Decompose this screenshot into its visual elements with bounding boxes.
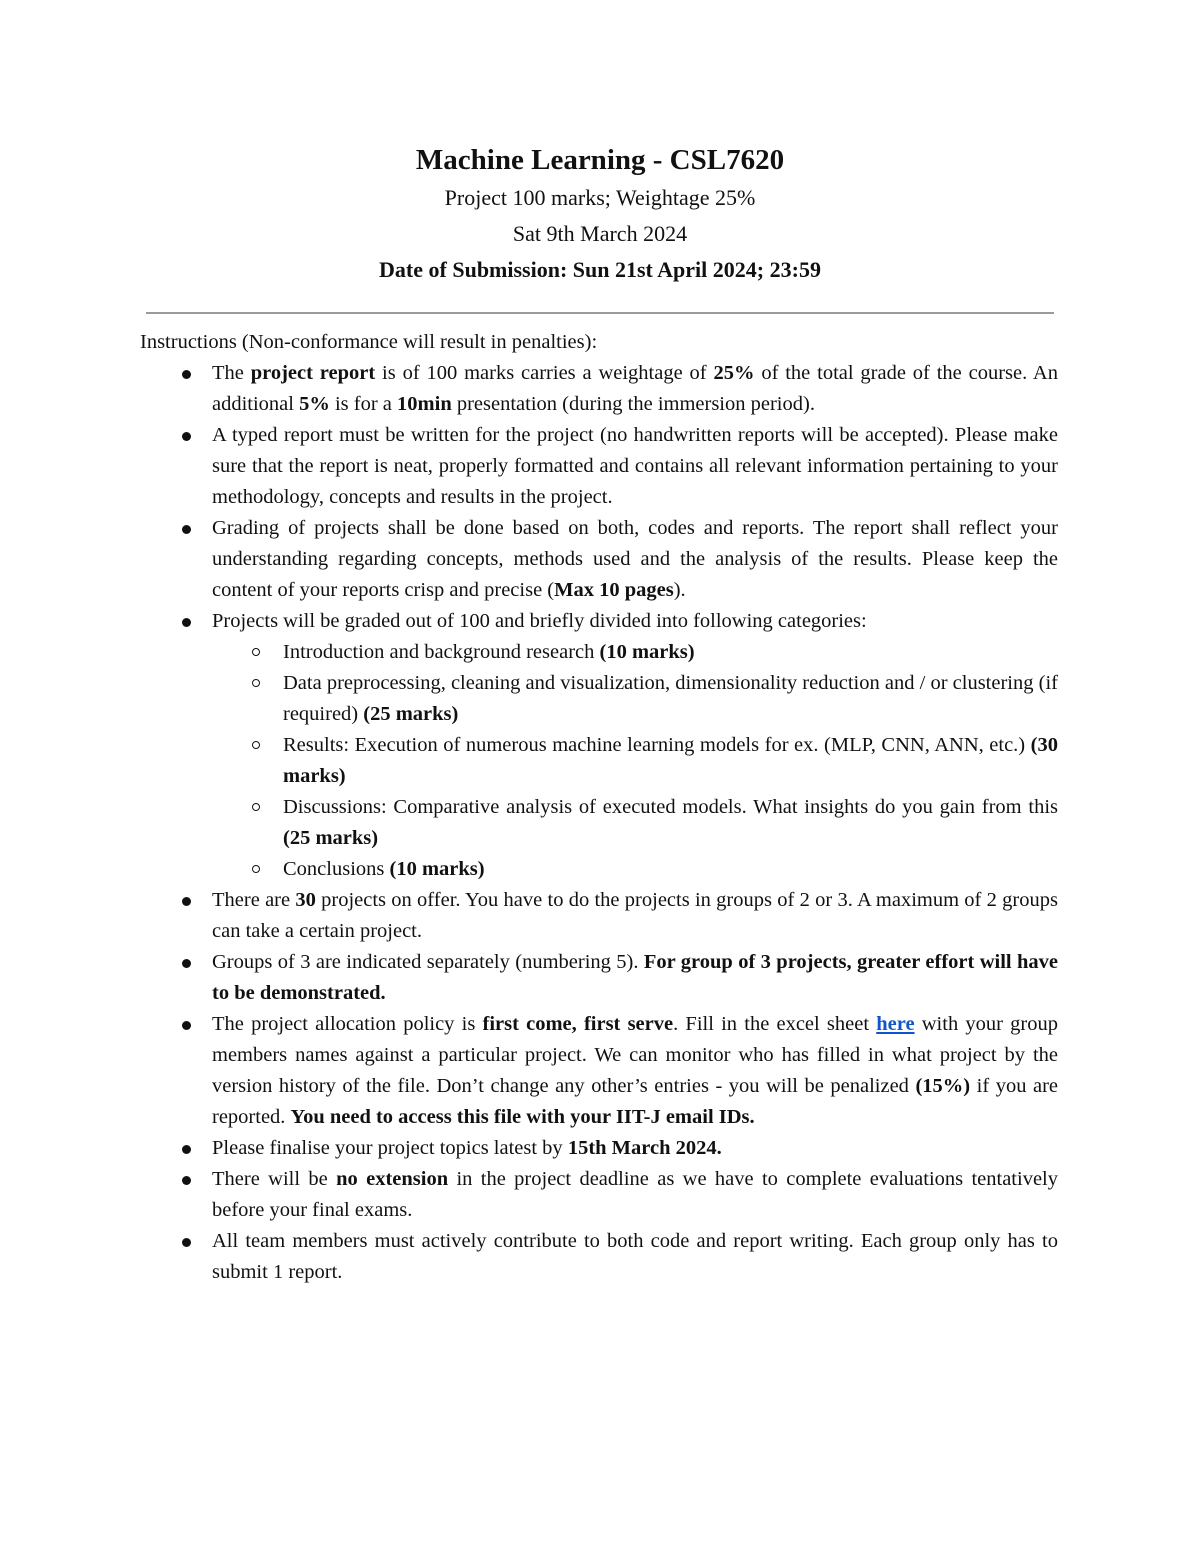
text-run: with your group members names against a particular project. We can monitor who has filled in what project by the version history of the file. Don’t change any other’s entries - you will be penalized <box>212 1013 1058 1097</box>
category-text: Conclusions <box>283 858 390 880</box>
document-title: Machine Learning - CSL7620 <box>415 144 785 176</box>
text-run: of the total grade of the course. An additional <box>212 362 1058 415</box>
issue-date: Sat 9th March 2024 <box>512 221 688 246</box>
project-weightage: Project 100 marks; Weightage 25% <box>444 185 756 210</box>
text-run: The <box>212 362 251 384</box>
list-item-grading <box>212 513 1058 606</box>
category-item <box>283 637 1058 668</box>
list-item-allocation-policy <box>212 1009 1058 1133</box>
bold-run: 25% <box>713 362 755 384</box>
text-run: There will be <box>212 1168 337 1190</box>
bold-run: project report <box>250 362 376 384</box>
instructions-list <box>140 358 1058 1288</box>
text-run: The project allocation policy is <box>212 1013 483 1035</box>
excel-sheet-link[interactable]: here <box>876 1013 915 1035</box>
categories-list <box>212 637 1058 885</box>
category-marks: (25 marks) <box>283 827 379 849</box>
category-marks: (10 marks) <box>599 641 695 663</box>
text-run: Grading of projects shall be done based on both, codes and reports. The report shall reflect your understanding regarding concepts, methods used and the analysis of the results. Please keep the content of your reports crisp and precise ( <box>212 517 1058 601</box>
category-text: Introduction and background research <box>283 641 600 663</box>
text-run: Groups of 3 are indicated separately (numbering 5). <box>212 951 644 973</box>
bold-run: 15th March 2024. <box>567 1137 722 1159</box>
text-run: All team members must actively contribute to both code and report writing. Each group only has to submit 1 report. <box>212 1230 1058 1283</box>
category-marks: (25 marks) <box>363 703 459 725</box>
list-item-no-extension <box>212 1164 1058 1226</box>
text-run: . Fill in the excel sheet <box>673 1013 877 1035</box>
bold-run: 30 <box>295 889 316 911</box>
text-run: is for a <box>329 393 398 415</box>
list-item-groups-of-3 <box>212 947 1058 1009</box>
category-marks: (10 marks) <box>389 858 485 880</box>
bold-run: first come, first serve <box>482 1013 674 1035</box>
bold-run: You need to access this file with your IIT-J email IDs. <box>290 1106 755 1128</box>
text-run: projects on offer. You have to do the projects in groups of 2 or 3. A maximum of 2 groups can take a certain project. <box>212 889 1058 942</box>
category-text: Results: Execution of numerous machine learning models for ex. (MLP, CNN, ANN, etc.) <box>283 734 1031 756</box>
bold-run: 10min <box>397 393 452 415</box>
category-text: Data preprocessing, cleaning and visualization, dimensionality reduction and / or clustering (if required) <box>283 672 1058 725</box>
bold-run: 5% <box>299 393 330 415</box>
instructions-section <box>140 327 1058 1288</box>
submission-date: Date of Submission: Sun 21st April 2024; 23:59 <box>379 257 821 282</box>
text-run: Please finalise your project topics latest by <box>212 1137 568 1159</box>
list-item-categories <box>212 606 1058 885</box>
list-item-team-contribution <box>212 1226 1058 1288</box>
text-run: A typed report must be written for the project (no handwritten reports will be accepted). Please make sure that the report is neat, properly formatted and contains all relevant information pertaining to your methodology, concepts and results in the project. <box>212 424 1058 508</box>
list-item-project-report <box>212 358 1058 420</box>
category-text: Discussions: Comparative analysis of executed models. What insights do you gain from this <box>283 796 1058 818</box>
horizontal-divider <box>146 312 1054 314</box>
text-run: is of 100 marks carries a weightage of <box>375 362 714 384</box>
bold-run: For group of 3 projects, greater effort will have to be demonstrated. <box>212 951 1058 1004</box>
category-item <box>283 730 1058 792</box>
bold-run: (15%) <box>915 1075 971 1097</box>
text-run: There are <box>212 889 296 911</box>
text-run: if you are reported. <box>212 1075 1059 1128</box>
bold-run: no extension <box>336 1168 449 1190</box>
list-item-projects-on-offer <box>212 885 1058 947</box>
category-marks: (30 marks) <box>283 734 1058 787</box>
category-item <box>283 792 1058 854</box>
text-run: ). <box>673 579 686 601</box>
text-run: presentation (during the immersion period). <box>451 393 815 415</box>
list-item-finalise-topics <box>212 1133 1058 1164</box>
text-run: Projects will be graded out of 100 and briefly divided into following categories: <box>212 610 867 632</box>
category-item <box>283 668 1058 730</box>
bold-run: Max 10 pages <box>554 579 674 601</box>
instructions-heading: Instructions (Non-conformance will result in penalties): <box>140 331 598 353</box>
list-item-typed-report <box>212 420 1058 513</box>
document-header <box>0 140 1200 288</box>
text-run: in the project deadline as we have to complete evaluations tentatively before your final exams. <box>212 1168 1058 1221</box>
category-item <box>283 854 1058 885</box>
